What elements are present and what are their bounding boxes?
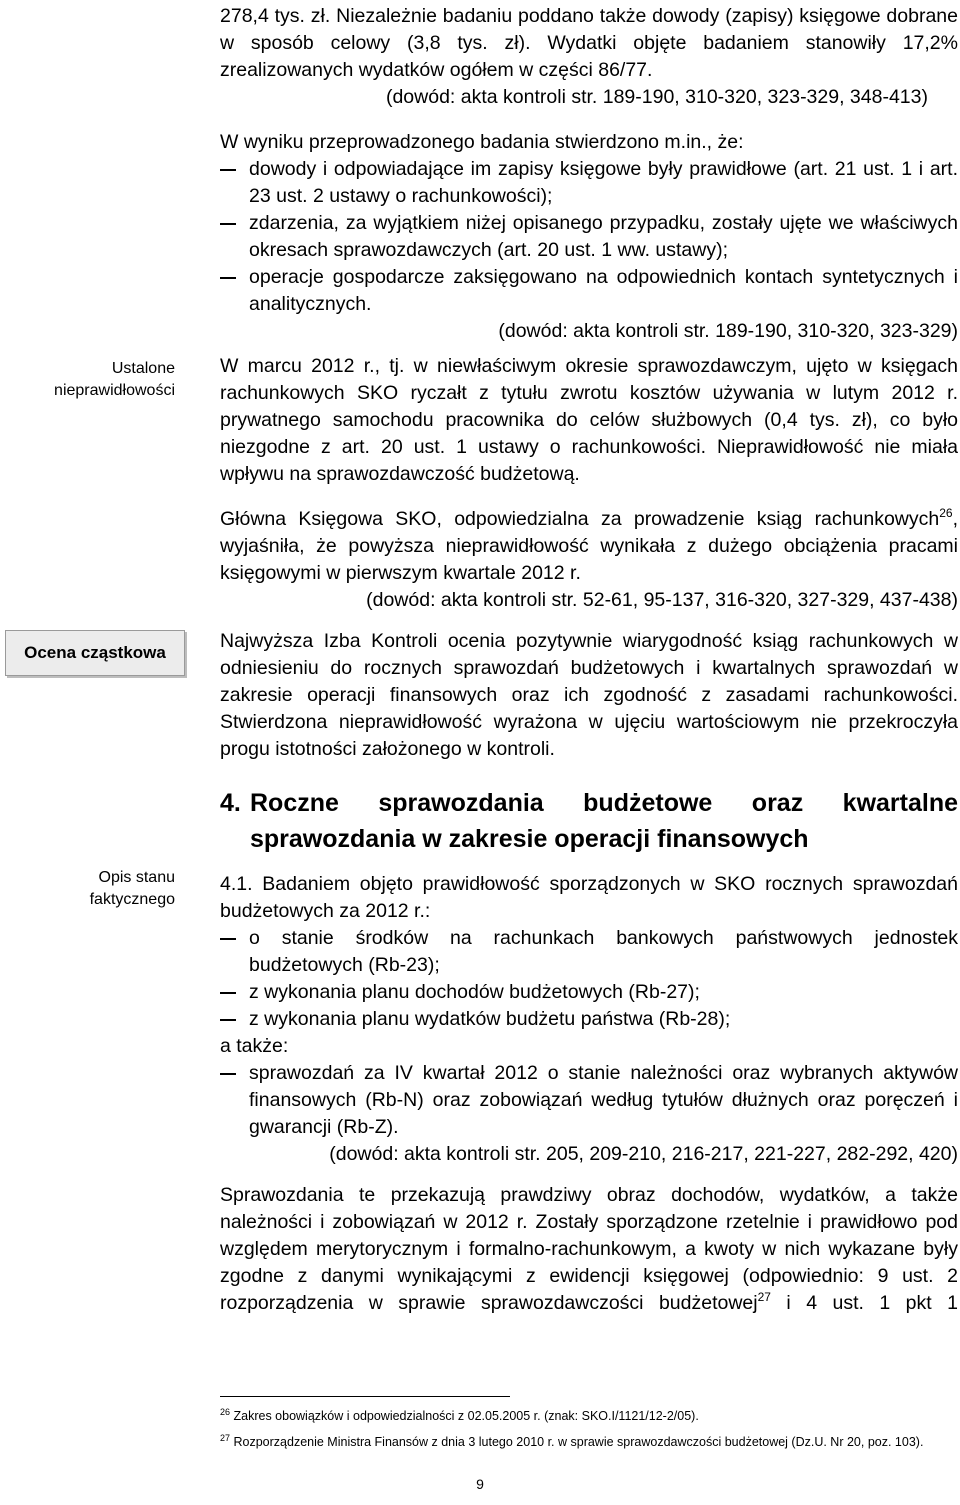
also-label: a także: <box>220 1035 289 1057</box>
footnote-ref-27: 27 <box>757 1290 771 1304</box>
dash-bullet <box>220 992 236 994</box>
section-number: 4. <box>220 789 241 817</box>
margin-box-label: Ocena cząstkowa <box>24 643 166 662</box>
footnote-27: $^{27}$ Rozporządzenie Ministra Finansów z dnia 3 lutego 2010 r. w sprawie sprawozdawczości budżetowej (Dz.U. Nr 20, poz. 103). <box>220 1433 924 1449</box>
main-text <box>220 0 958 1317</box>
margin-note-ustalone: Ustalone nieprawidłowości <box>54 360 175 399</box>
margin-box-ocena <box>5 630 185 676</box>
paragraph-7: Sprawozdania te przekazują prawdziwy obraz dochodów, wydatków, a także należności i zobowiązań w 2012 r. Zostały sporządzone rzetelnie i prawidłowo pod względem merytorycznym i formalno-rachunkowym, a kwoty w nich wykazane były zgodne z danymi wynikającymi z ewidencji księgowej (odpowiednio: 9 ust. 2 rozporządzenia w sprawie sprawozdawczości budżetowej$^{27}$ i 4 ust. 1 pkt 1 <box>220 1184 958 1314</box>
list-item: z wykonania planu wydatków budżetu państwa (Rb-28); <box>220 1006 958 1033</box>
dash-bullet <box>220 169 236 171</box>
dash-bullet <box>220 223 236 225</box>
dash-bullet <box>220 938 236 940</box>
dash-bullet <box>220 277 236 279</box>
evidence-ref-2: (dowód: akta kontroli str. 189-190, 310-320, 323-329) <box>498 320 958 342</box>
list-item: operacje gospodarcze zaksięgowano na odpowiednich kontach syntetycznych i analitycznych. <box>220 264 958 318</box>
footnote-26: $^{26}$ Zakres obowiązków i odpowiedzialności z 02.05.2005 r. (znak: SKO.I/1121/12-2/05). <box>220 1407 699 1423</box>
paragraph-4: Główna Księgowa SKO, odpowiedzialna za prowadzenie ksiąg rachunkowych$^{26}$, wyjaśniła, że powyższa nieprawidłowość wynikała z dużego obciążenia pracami księgowymi w pierwszym kwartale 2012 r. <box>220 506 958 584</box>
list-item: z wykonania planu dochodów budżetowych (Rb-27); <box>220 979 958 1006</box>
findings-list <box>220 156 958 318</box>
paragraph-2: W wyniku przeprowadzonego badania stwierdzono m.in., że: <box>220 131 744 153</box>
evidence-ref-3: (dowód: akta kontroli str. 52-61, 95-137, 316-320, 327-329, 437-438) <box>366 589 958 611</box>
page-number: 9 <box>476 1476 484 1492</box>
paragraph-3: W marcu 2012 r., tj. w niewłaściwym okresie sprawozdawczym, ujęto w księgach rachunkowych SKO ryczałt z tytułu zwrotu kosztów używania w lutym 2012 r. prywatnego samochodu pracownika do celów służbowych (0,4 tys. zł), co było niezgodne z art. 20 ust. 1 ustawy o rachunkowości. Nieprawidłowość nie miała wpływu na sprawozdawczość budżetową. <box>220 355 958 485</box>
paragraph-6: 4.1. Badaniem objęto prawidłowość sporządzonych w SKO rocznych sprawozdań budżetowych za 2012 r.: <box>220 873 958 922</box>
list-item: sprawozdań za IV kwartał 2012 o stanie należności oraz wybranych aktywów finansowych (Rb-N) oraz zobowiązań według tytułów dłużnych oraz poręczeń i gwarancji (Rb-Z). <box>220 1060 958 1141</box>
footnote-separator <box>220 1396 510 1397</box>
list-item: dowody i odpowiadające im zapisy księgowe były prawidłowe (art. 21 ust. 1 i art. 23 ust. 2 ustawy o rachunkowości); <box>220 156 958 210</box>
reports-list <box>220 925 958 1033</box>
section-heading <box>220 785 958 857</box>
evidence-ref-4: (dowód: akta kontroli str. 205, 209-210, 216-217, 221-227, 282-292, 420) <box>329 1143 958 1165</box>
section-title: Roczne sprawozdania budżetowe oraz kwartalne sprawozdania w zakresie operacji finansowych <box>250 789 958 853</box>
paragraph-1: 278,4 tys. zł. Niezależnie badaniu poddano także dowody (zapisy) księgowe dobrane w sposób celowy (3,8 tys. zł). Wydatki objęte badaniem stanowiły 17,2% zrealizowanych wydatków ogółem w części 86/77. <box>220 5 958 81</box>
quarterly-list <box>220 1060 958 1141</box>
list-item: zdarzenia, za wyjątkiem niżej opisanego przypadku, zostały ujęte we właściwych okresach sprawozdawczych (art. 20 ust. 1 ww. ustawy); <box>220 210 958 264</box>
list-item: o stanie środków na rachunkach bankowych państwowych jednostek budżetowych (Rb-23); <box>220 925 958 979</box>
evidence-ref-1: (dowód: akta kontroli str. 189-190, 310-320, 323-329, 348-413) <box>385 86 928 108</box>
margin-note-opis: Opis stanu faktycznego <box>89 869 175 908</box>
dash-bullet <box>220 1019 236 1021</box>
footnote-ref-26: 26 <box>939 506 953 520</box>
paragraph-5: Najwyższa Izba Kontroli ocenia pozytywnie wiarygodność ksiąg rachunkowych w odniesieniu do rocznych sprawozdań budżetowych i kwartalnych sprawozdań w zakresie operacji finansowych oraz ich zgodność z zasadami rachunkowości. Stwierdzona nieprawidłowość wyrażona w ujęciu wartościowym nie przekroczyła progu istotności założonego w kontroli. <box>220 630 958 760</box>
dash-bullet <box>220 1073 236 1075</box>
